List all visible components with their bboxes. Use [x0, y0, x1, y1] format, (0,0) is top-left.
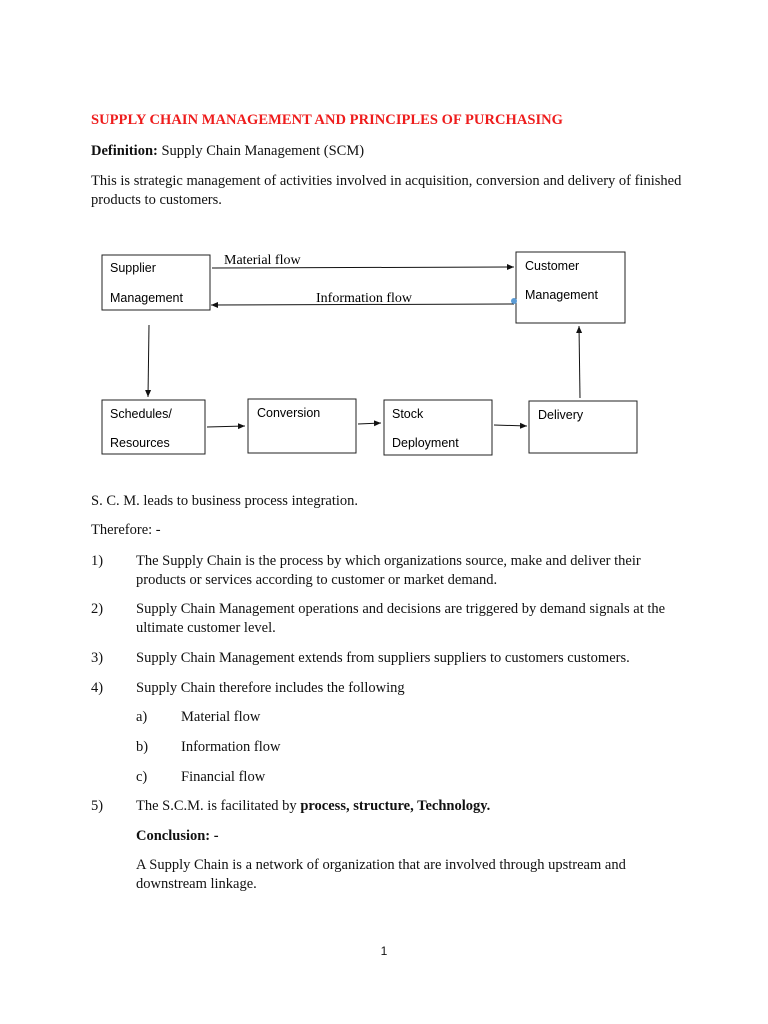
conversion-to-stock-arrow	[358, 423, 381, 424]
list-item-number: 3)	[91, 650, 104, 666]
list-item-number: 1)	[91, 553, 104, 569]
delivery-label: Delivery	[538, 408, 584, 422]
scm-leads-line: S. C. M. leads to business process integration.	[91, 493, 359, 509]
page-number: 1	[380, 944, 388, 958]
definition-label: Definition:	[91, 143, 158, 159]
stock-label-line2: Deployment	[392, 436, 459, 450]
sub-item-text: Information flow	[181, 739, 281, 755]
list-item-text: The Supply Chain is the process by which organizations source, make and deliver their products or services according to customer or market demand.	[136, 553, 641, 588]
list-item-text	[136, 797, 686, 816]
stock-label-line1: Stock	[392, 407, 424, 421]
list-item-number: 5)	[91, 798, 104, 814]
conversion-label: Conversion	[257, 406, 321, 420]
schedules-label-line1: Schedules/	[110, 407, 172, 421]
conclusion-label: Conclusion: -	[136, 828, 219, 844]
list-item-text: Supply Chain therefore includes the following	[136, 680, 405, 696]
connector-dot	[511, 298, 517, 304]
customer-label-line1: Customer	[525, 259, 580, 273]
intro-paragraph: This is strategic management of activities involved in acquisition, conversion and delivery of finished products to customers.	[91, 173, 682, 208]
conclusion-text: A Supply Chain is a network of organization that are involved through upstream and downstream linkage.	[136, 857, 626, 892]
list-item-number: 4)	[91, 680, 104, 696]
definition-text: Supply Chain Management (SCM)	[157, 143, 365, 159]
item5-bold: process, structure, Technology.	[300, 798, 491, 814]
schedules-to-conversion-arrow	[207, 426, 245, 427]
item5-prefix: The S.C.M. is facilitated by	[136, 798, 301, 814]
list-item-text: Supply Chain Management operations and decisions are triggered by demand signals at the ultimate customer level.	[136, 601, 666, 636]
sub-item-text: Material flow	[181, 709, 261, 725]
list-item-number: 2)	[91, 601, 104, 617]
material-flow-label: Material flow	[224, 253, 301, 268]
sub-item-letter: c)	[136, 769, 148, 785]
sub-item-letter: b)	[136, 739, 149, 755]
supplier-label-line2: Management	[110, 291, 183, 305]
supply-chain-diagram	[0, 0, 768, 480]
list-item-text: Supply Chain Management extends from suppliers suppliers to customers customers.	[136, 650, 630, 666]
supplier-label-line1: Supplier	[110, 261, 156, 275]
sub-item-letter: a)	[136, 709, 148, 725]
sub-item-text: Financial flow	[181, 769, 266, 785]
document-title: SUPPLY CHAIN MANAGEMENT AND PRINCIPLES OF PURCHASING	[91, 112, 564, 128]
stock-to-delivery-arrow	[494, 425, 527, 426]
therefore-line: Therefore: -	[91, 522, 161, 538]
customer-label-line2: Management	[525, 288, 598, 302]
supplier-to-schedules-arrow	[148, 325, 149, 397]
delivery-to-customer-arrow	[579, 326, 580, 398]
information-flow-label: Information flow	[316, 291, 413, 306]
schedules-label-line2: Resources	[110, 436, 170, 450]
